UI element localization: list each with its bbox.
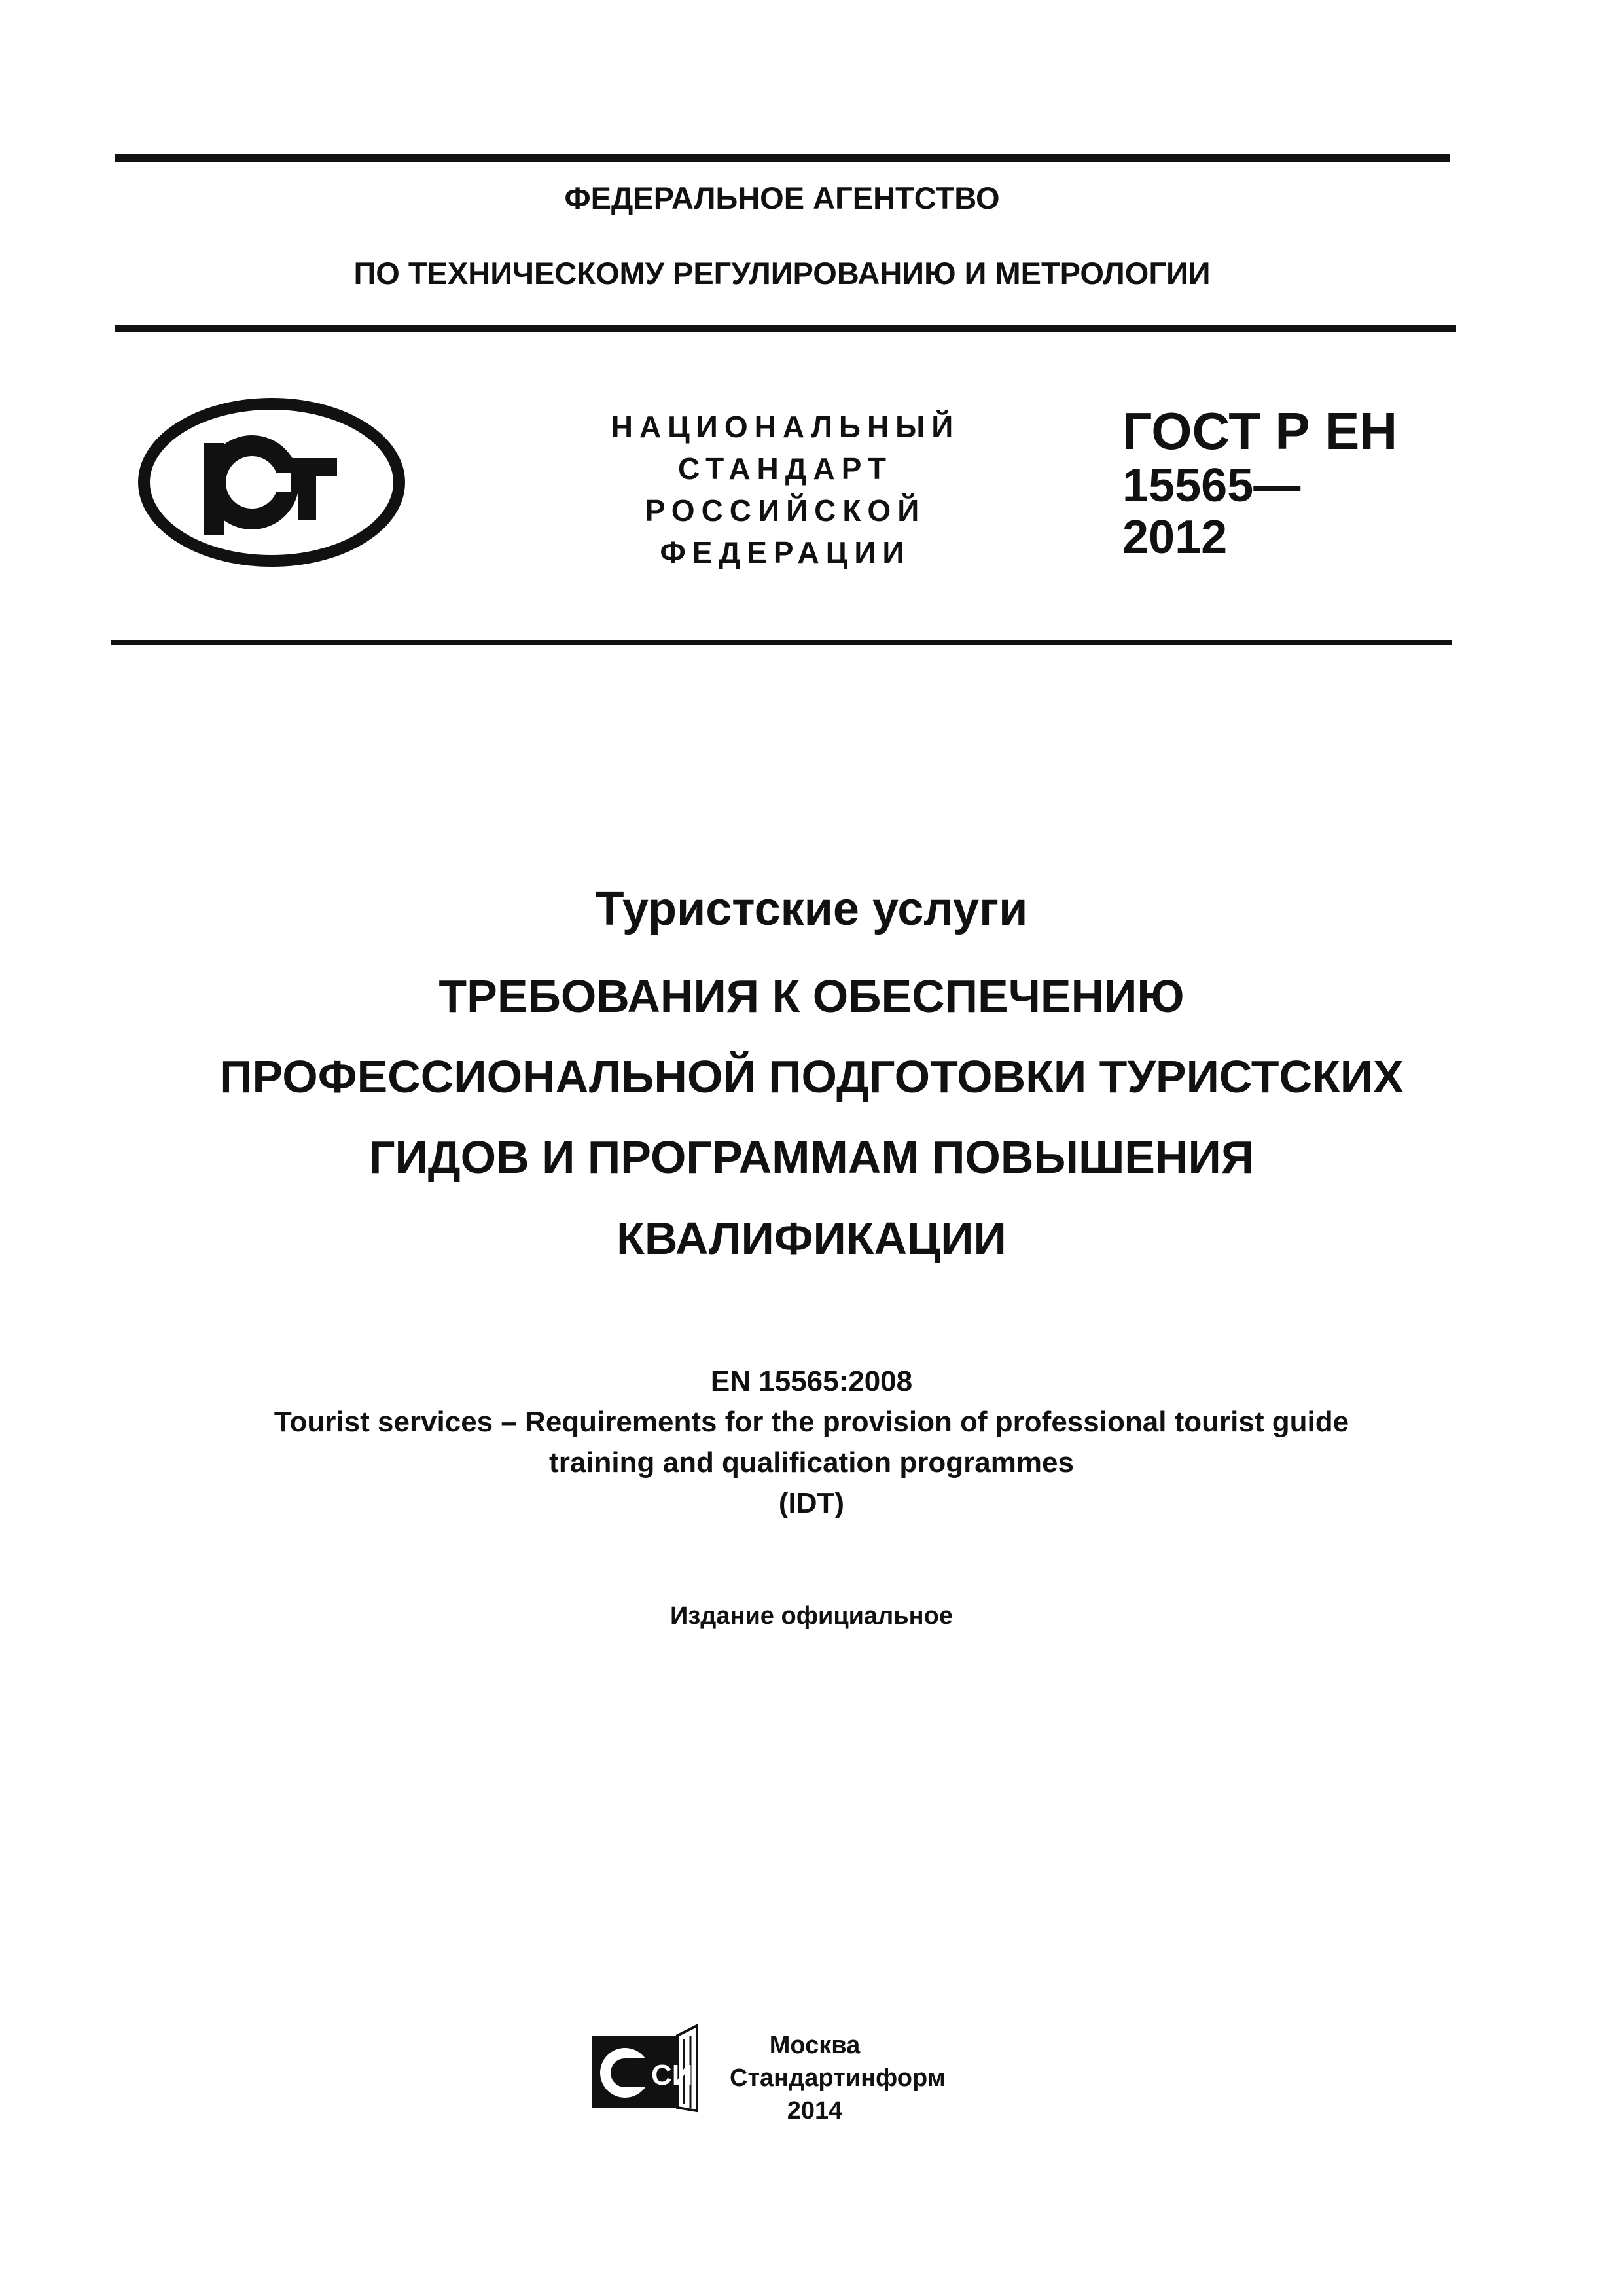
designation-line-1: ГОСТ Р ЕН	[1122, 402, 1398, 460]
source-standard	[0, 1361, 1623, 1524]
standard-designation	[1122, 403, 1397, 564]
national-standard-line: РОССИЙСКОЙ	[645, 493, 926, 528]
publisher-logo	[586, 2019, 704, 2117]
source-standard-code: EN 15565:2008	[710, 1365, 913, 1397]
designation-line-2: 15565—	[1122, 459, 1301, 512]
national-standard-line: ФЕДЕРАЦИИ	[660, 535, 911, 569]
publisher-name: Стандартинформ	[730, 2064, 946, 2092]
publisher-info	[730, 2029, 946, 2127]
publisher-logo-icon	[586, 2019, 704, 2117]
publisher-city: Москва	[769, 2032, 861, 2059]
equivalence-degree: (IDT)	[778, 1487, 845, 1519]
rst-logo-icon	[137, 396, 406, 569]
source-standard-title-2: training and qualification programmes	[549, 1446, 1074, 1479]
national-standard-line: СТАНДАРТ	[678, 452, 893, 486]
agency-line-1: ФЕДЕРАЛЬНОЕ АГЕНТСТВО	[564, 181, 1000, 215]
title-line-3: ГИДОВ И ПРОГРАММАМ ПОВЫШЕНИЯ	[368, 1132, 1255, 1183]
title-line-1: ТРЕБОВАНИЯ К ОБЕСПЕЧЕНИЮ	[438, 971, 1185, 1022]
designation-line-3: 2012	[1122, 511, 1228, 564]
national-standard-line: НАЦИОНАЛЬНЫЙ	[611, 410, 960, 444]
edition-label: Издание официальное	[670, 1602, 953, 1630]
national-standard-label	[589, 406, 982, 573]
rst-logo	[137, 396, 406, 569]
standard-block-rule	[111, 640, 1452, 645]
publisher-logo-text: СИ	[651, 2059, 693, 2091]
title-line-4: КВАЛИФИКАЦИИ	[616, 1213, 1007, 1264]
title-subject: Туристские услуги	[595, 883, 1028, 935]
title-line-2: ПРОФЕССИОНАЛЬНОЙ ПОДГОТОВКИ ТУРИСТСКИХ	[219, 1051, 1404, 1102]
top-rule	[115, 154, 1450, 162]
agency-line-2: ПО ТЕХНИЧЕСКОМУ РЕГУЛИРОВАНИЮ И МЕТРОЛОГИИ	[353, 256, 1211, 291]
publication-year: 2014	[787, 2097, 843, 2125]
header-rule	[115, 325, 1456, 332]
source-standard-title-1: Tourist services – Requirements for the provision of professional tourist guide	[274, 1406, 1349, 1438]
